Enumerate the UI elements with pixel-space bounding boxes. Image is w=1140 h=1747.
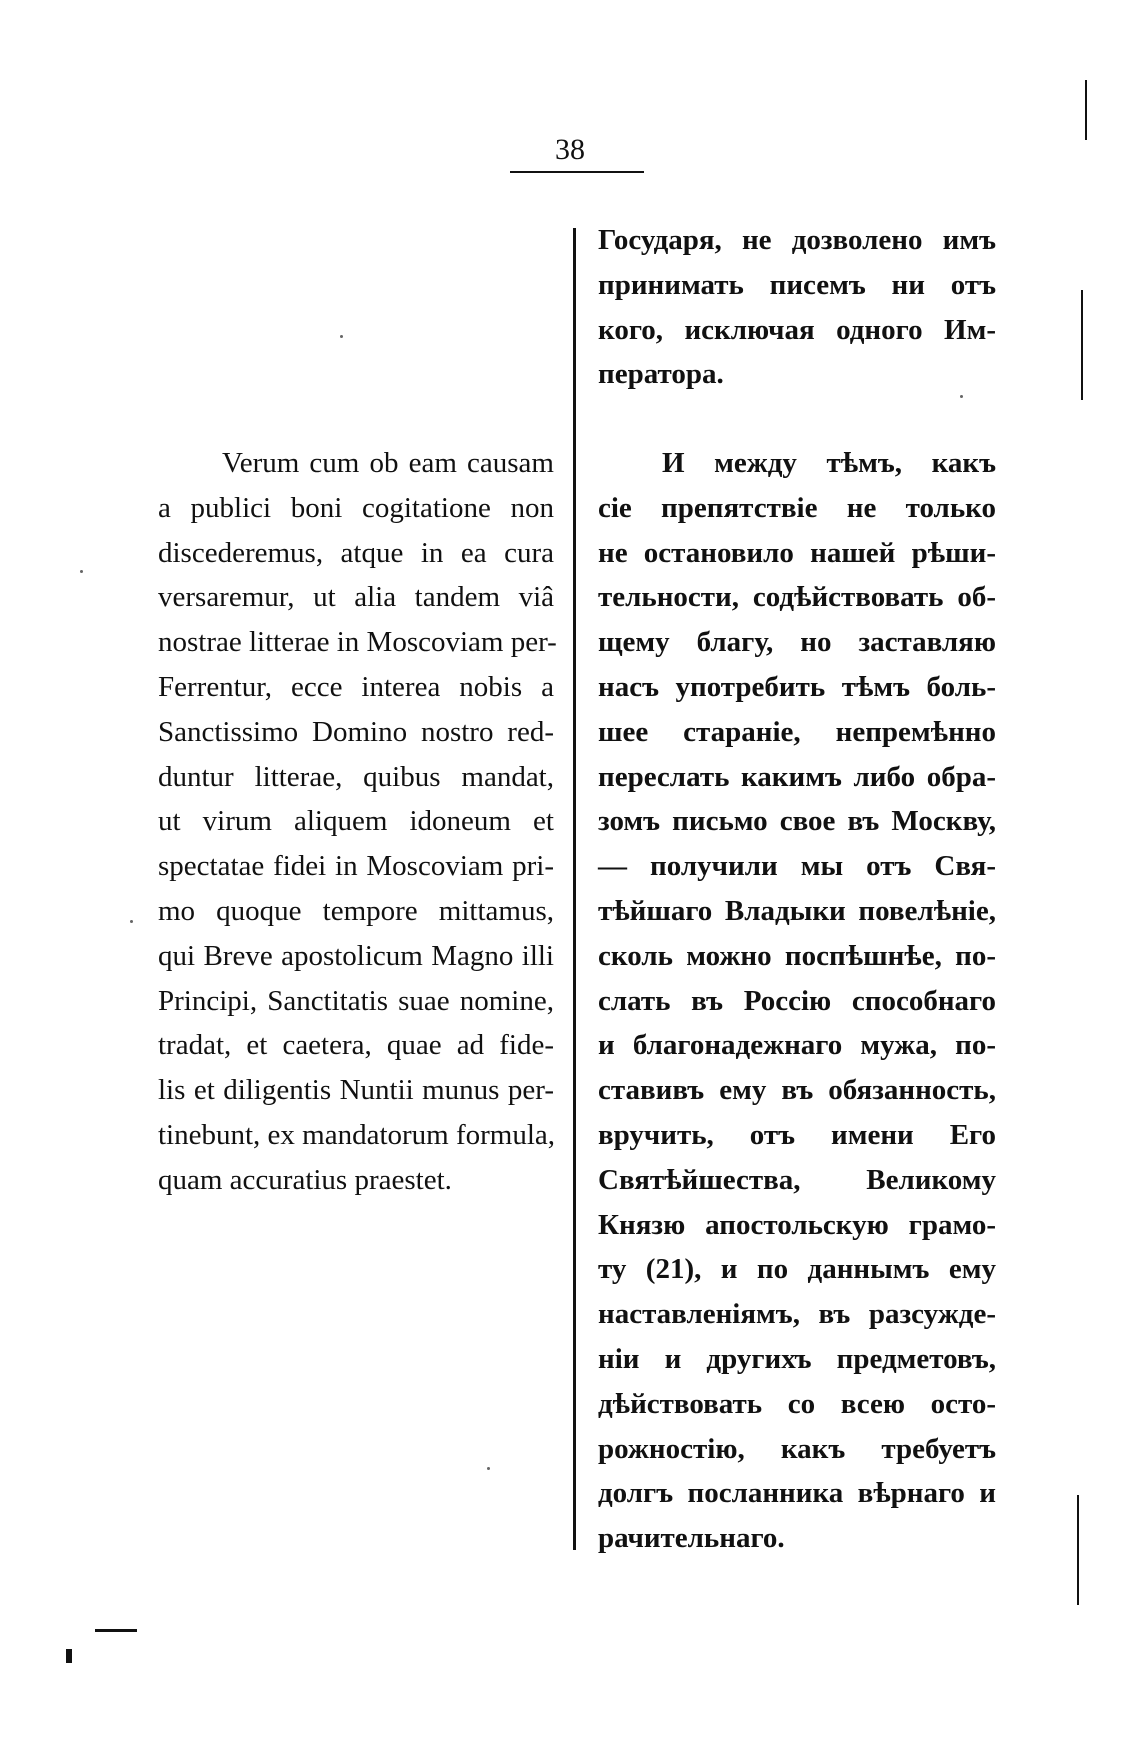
- text-line: ту (21), и по даннымъ ему: [598, 1253, 996, 1286]
- text-line: ut virum aliquem idoneum et: [158, 805, 554, 838]
- text-line: lis et diligentis Nuntii munus per-: [158, 1074, 554, 1107]
- text-line: versaremur, ut alia tandem viâ: [158, 581, 554, 614]
- page-number: 38: [555, 133, 585, 166]
- text-line: слать въ Россію способнаго: [598, 984, 996, 1017]
- russian-column-paragraph-2: [598, 441, 996, 1561]
- scan-mark-corner: [66, 1649, 72, 1663]
- text-line: ніи и другихъ предметовъ,: [598, 1342, 996, 1375]
- text-line: зомъ письмо свое въ Москву,: [598, 805, 996, 838]
- text-line: — получили мы отъ Свя-: [598, 850, 996, 883]
- russian-column-paragraph-1: [598, 218, 996, 397]
- scan-mark-bottom-left: [95, 1629, 137, 1632]
- text-line: не остановило нашей рѣши-: [598, 536, 996, 569]
- text-line: вручить, отъ имени Его: [598, 1118, 996, 1151]
- text-line: насъ употребить тѣмъ боль-: [598, 670, 996, 703]
- text-line: дѣйствовать со всею осто-: [598, 1387, 996, 1420]
- text-line: ператора.: [598, 358, 724, 391]
- scan-mark-right-edge-2: [1081, 290, 1083, 400]
- scan-speck: [130, 920, 133, 923]
- text-line: тельности, содѣйствовать об-: [598, 581, 996, 614]
- text-line: долгъ посланника вѣрнаго и: [598, 1477, 996, 1510]
- text-line: Князю апостольскую грамо-: [598, 1208, 996, 1241]
- text-line: Ferrentur, ecce interea nobis a: [158, 670, 554, 703]
- text-line: сколь можно поспѣшнѣе, по-: [598, 939, 996, 972]
- text-line: наставленіямъ, въ разсужде-: [598, 1298, 996, 1331]
- text-line: Святѣйшества, Великому: [598, 1163, 996, 1196]
- text-line: рожностію, какъ требуетъ: [598, 1432, 996, 1465]
- text-line: nostrae litterae in Moscoviam per-: [158, 626, 557, 659]
- scan-speck: [960, 395, 963, 398]
- text-line: Verum cum ob eam causam: [222, 447, 554, 479]
- text-line: принимать писемъ ни отъ: [598, 268, 996, 301]
- text-line: qui Breve apostolicum Magno illi: [158, 939, 554, 972]
- scan-speck: [80, 570, 83, 573]
- text-line: quam accuratius praestet.: [158, 1163, 452, 1196]
- text-line: ставивъ ему въ обязанность,: [598, 1074, 996, 1107]
- scan-speck: [340, 335, 343, 338]
- text-line: рачительнаго.: [598, 1522, 785, 1555]
- column-divider: [573, 228, 576, 1550]
- text-line: переслать какимъ либо обра-: [598, 760, 996, 793]
- text-line: spectatae fidei in Moscoviam pri-: [158, 850, 554, 883]
- scan-mark-right-edge-3: [1077, 1495, 1079, 1605]
- text-line: тѣйшаго Владыки повелѣніе,: [598, 894, 996, 927]
- text-line: И между тѣмъ, какъ: [662, 447, 996, 479]
- text-line: tradat, et caetera, quae ad fide-: [158, 1029, 554, 1062]
- text-line: Sanctissimo Domino nostro red-: [158, 715, 554, 748]
- scan-mark-right-edge: [1085, 80, 1087, 140]
- scan-speck: [487, 1467, 490, 1470]
- text-line: и благонадежнаго мужа, по-: [598, 1029, 996, 1062]
- header-rule: [510, 171, 644, 173]
- text-line: Principi, Sanctitatis suae nomine,: [158, 984, 554, 1017]
- text-line: a publici boni cogitatione non: [158, 491, 554, 524]
- text-line: кого, исключая одного Им-: [598, 313, 996, 346]
- text-line: шее стараніе, непремѣнно: [598, 715, 996, 748]
- text-line: сіе препятствіе не только: [598, 491, 996, 524]
- text-line: щему благу, но заставляю: [598, 626, 996, 659]
- text-line: mo quoque tempore mittamus,: [158, 894, 554, 927]
- text-line: Государя, не дозволено имъ: [598, 224, 996, 256]
- text-line: duntur litterae, quibus mandat,: [158, 760, 554, 793]
- text-line: tinebunt, ex mandatorum formula,: [158, 1118, 556, 1151]
- latin-column: [158, 441, 557, 1203]
- text-line: discederemus, atque in ea cura: [158, 536, 554, 569]
